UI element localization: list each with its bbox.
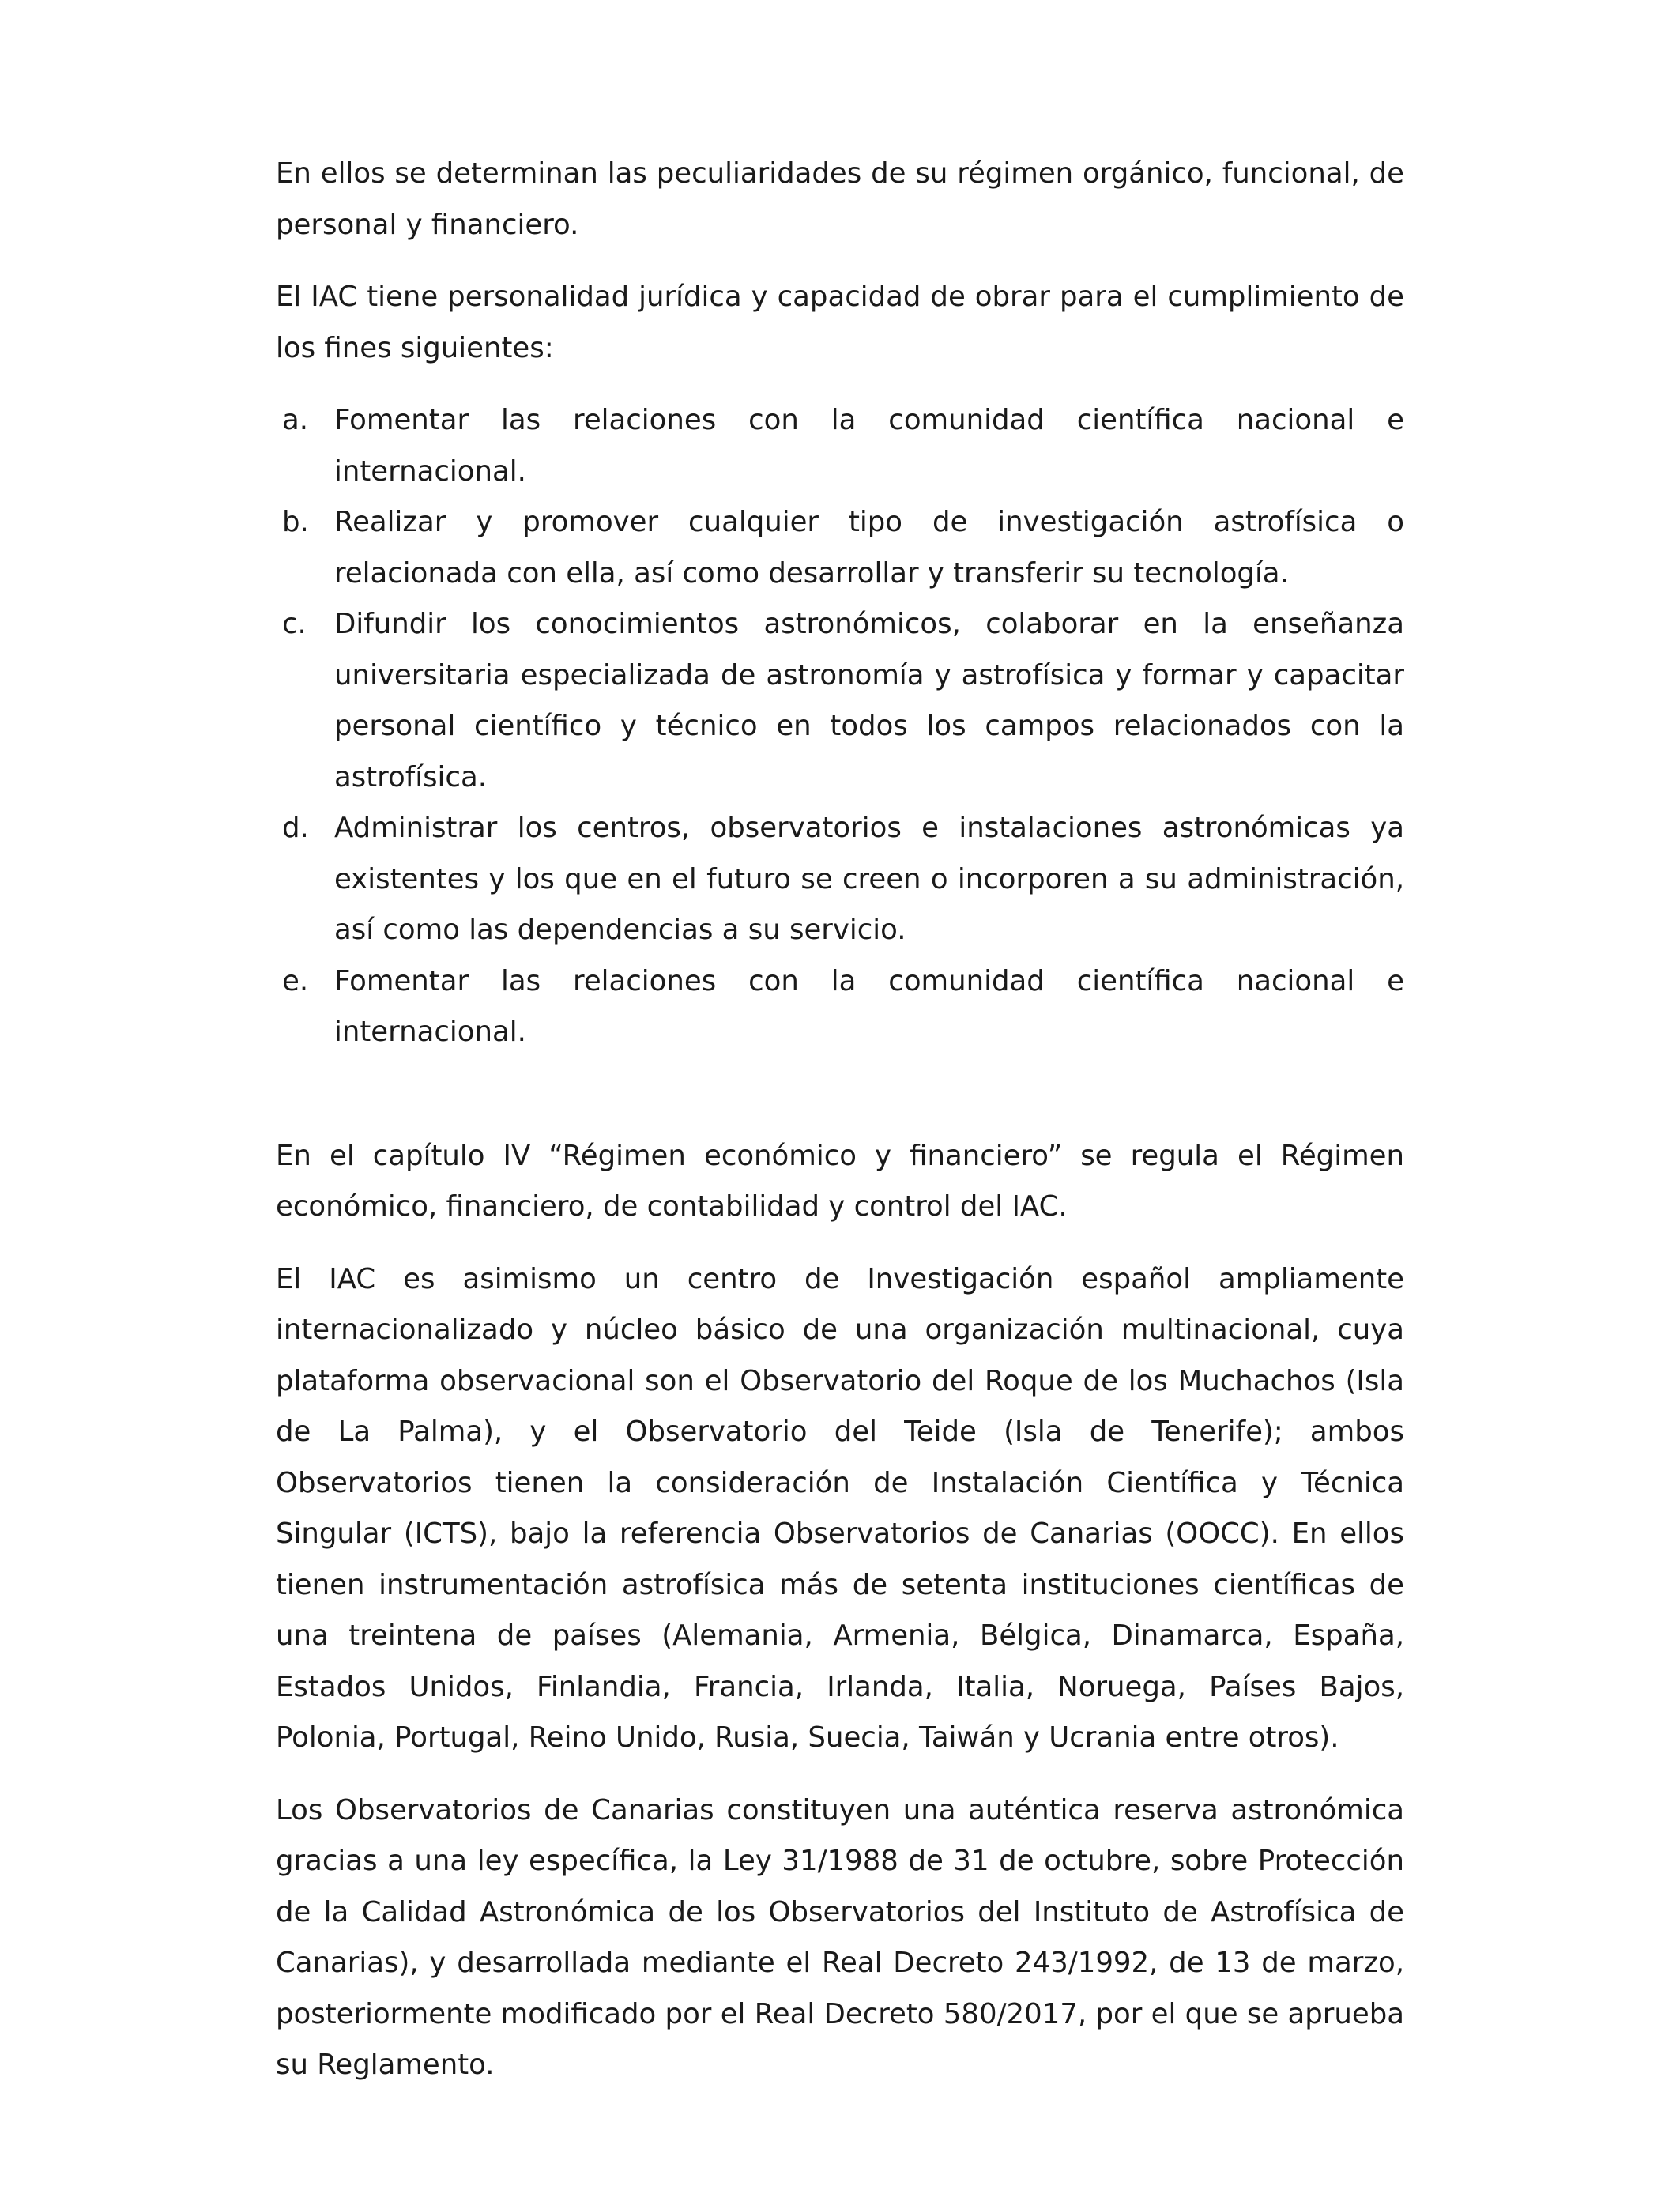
- list-marker: c.: [282, 608, 307, 640]
- list-item-text: Realizar y promover cualquier tipo de investigación astrofísica o relacionada con ella, así como desarrollar y transferir su tecnología.: [334, 506, 1404, 590]
- paragraph-iac-centro: El IAC es asimismo un centro de Investigación español ampliamente internacionalizado y núcleo básico de una organización multinacional, cuya plataforma observacional son el Observatorio del Roque de los Muchachos (Isla de La Palma), y el Observatorio del Teide (Isla de Tenerife); ambos Observatorios tienen la consideración de Instalación Científica y Técnica Singular (ICTS), bajo la referencia Observatorios de Canarias (OOCC). En ellos tienen instrumentación astrofísica más de setenta instituciones científicas de una treintena de países (Alemania, Armenia, Bélgica, Dinamarca, España, Estados Unidos, Finlandia, Francia, Irlanda, Italia, Noruega, Países Bajos, Polonia, Portugal, Reino Unido, Rusia, Suecia, Taiwán y Ucrania entre otros).: [276, 1262, 1404, 1754]
- paragraph-fines-intro: El IAC tiene personalidad jurídica y capacidad de obrar para el cumplimiento de los fines siguientes:: [276, 281, 1404, 364]
- list-item-text: Difundir los conocimientos astronómicos, colaborar en la enseñanza universitaria especializada de astronomía y astrofísica y formar y capacitar personal científico y técnico en todos los campos relacionados con la astrofísica.: [334, 608, 1404, 794]
- list-item-text: Administrar los centros, observatorios e instalaciones astronómicas ya existentes y los que en el futuro se creen o incorporen a su administración, así como las dependencias a su servicio.: [334, 812, 1404, 946]
- list-marker: e.: [282, 964, 309, 997]
- document-page: [276, 149, 1404, 2113]
- list-item: [276, 599, 1404, 803]
- list-marker: d.: [282, 812, 309, 844]
- list-item-text: Fomentar las relaciones con la comunidad científica nacional e internacional.: [334, 404, 1404, 488]
- list-item: [276, 956, 1404, 1058]
- list-marker: b.: [282, 506, 309, 538]
- fines-list: [276, 395, 1404, 1058]
- list-item: [276, 395, 1404, 497]
- section-spacer: [276, 1058, 1404, 1131]
- paragraph-observatorios: Los Observatorios de Canarias constituyen una auténtica reserva astronómica gracias a una ley específica, la Ley 31/1988 de 31 de octubre, sobre Protección de la Calidad Astronómica de los Observatorios del Instituto de Astrofísica de Canarias), y desarrollada mediante el Real Decreto 243/1992, de 13 de marzo, posteriormente modificado por el Real Decreto 580/2017, por el que se aprueba su Reglamento.: [276, 1793, 1404, 2081]
- paragraph-regimen: En ellos se determinan las peculiaridades de su régimen orgánico, funcional, de personal y financiero.: [276, 157, 1404, 241]
- paragraph-capitulo-iv: En el capítulo IV “Régimen económico y financiero” se regula el Régimen económico, financiero, de contabilidad y control del IAC.: [276, 1139, 1404, 1223]
- list-marker: a.: [282, 404, 309, 436]
- list-item: [276, 803, 1404, 956]
- list-item: [276, 497, 1404, 599]
- list-item-text: Fomentar las relaciones con la comunidad científica nacional e internacional.: [334, 964, 1404, 1048]
